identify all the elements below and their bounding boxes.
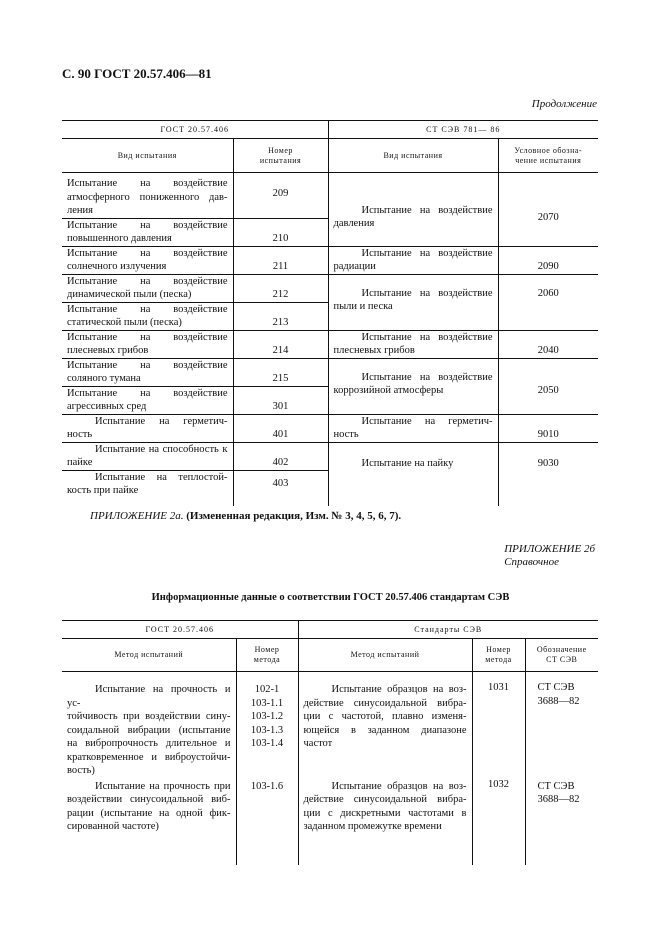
table1-left-test-name: Испытание на воздействие плесневых грибов <box>62 330 233 358</box>
table2-header-method-number-right: Номер метода <box>472 639 525 672</box>
continuation-label: Продолжение <box>531 98 597 110</box>
table1-right-test-name: Испытание на пайку <box>328 442 498 506</box>
table1-left-test-name: Испытание на способность к пайке <box>62 442 233 470</box>
table2-right-method: Испытание образцов на воз- действие синусоидальной вибра- ции с дискретными частотами в заданном промежутке времени <box>298 778 472 865</box>
table2-header-method-number: Номер метода <box>236 639 298 672</box>
table1-left-test-number: 214 <box>233 330 328 358</box>
table1-left-test-number: 210 <box>233 218 328 246</box>
methods-table <box>62 620 598 865</box>
table2-header-designation: Обозначение СТ СЭВ <box>525 639 598 672</box>
table1-left-test-number: 401 <box>233 414 328 442</box>
table1-header-designation: Условное обозна- чение испытания <box>498 139 598 173</box>
table2-left-method: Испытание на прочность и ус- тойчивость при воздействии сину- соидальной вибрации (испытание на вибропрочность длительное и кратковременное и виброустойчи- вость) <box>67 684 231 776</box>
correspondence-table <box>62 120 598 506</box>
appendix-note: ПРИЛОЖЕНИЕ 2а. (Измененная редакция, Изм. № 3, 4, 5, 6, 7). <box>90 510 402 522</box>
table1-group-gost: ГОСТ 20.57.406 <box>62 121 328 139</box>
table1-left-test-number: 403 <box>233 470 328 506</box>
table1-right-test-name: Испытание на воздействие радиации <box>328 246 498 274</box>
table2-designation: СТ СЭВ 3688—82 <box>525 672 598 778</box>
table2-header-method: Метод испытаний <box>62 639 236 672</box>
table1-left-test-number: 212 <box>233 274 328 302</box>
table1-right-test-name: Испытание на воздействие давления <box>328 173 498 247</box>
table2-left-method: Испытание на прочность при воздействии синусоидальной виб- рации (испытание на одной фик- сированной частоте) <box>67 780 231 832</box>
table1-right-designation: 2050 <box>498 358 598 414</box>
table1-right-designation: 2070 <box>498 173 598 247</box>
table1-left-test-name: Испытание на воздействие соляного тумана <box>62 358 233 386</box>
table1-left-test-name: Испытание на воздействие повышенного давления <box>62 218 233 246</box>
table1-left-test-name: Испытание на теплостой- кость при пайке <box>62 470 233 506</box>
table1-right-designation: 9030 <box>498 442 598 506</box>
table1-left-test-name: Испытание на герметич- ность <box>62 414 233 442</box>
table1-left-test-name: Испытание на воздействие атмосферного пониженного дав- ления <box>67 178 228 216</box>
table1-left-test-number: 402 <box>233 442 328 470</box>
table1-header-test-type-right: Вид испытания <box>328 139 498 173</box>
table1-right-designation: 2040 <box>498 330 598 358</box>
table1-left-test-number: 213 <box>233 302 328 330</box>
table2-designation: СТ СЭВ 3688—82 <box>525 778 598 865</box>
table1-right-test-name: Испытание на герметич- ность <box>328 414 498 442</box>
table1-left-test-number: 215 <box>233 358 328 386</box>
table2-group-gost: ГОСТ 20.57.406 <box>62 621 298 639</box>
table1-right-test-name: Испытание на воздействие плесневых грибов <box>328 330 498 358</box>
appendix-label: ПРИЛОЖЕНИЕ 2б Справочное <box>504 543 595 568</box>
table1-right-test-name: Испытание на воздействие пыли и песка <box>328 274 498 330</box>
info-title: Информационные данные о соответствии ГОСТ 20.57.406 стандартам СЭВ <box>151 592 510 603</box>
table1-right-designation: 2060 <box>498 274 598 330</box>
table1-right-designation: 2090 <box>498 246 598 274</box>
table1-left-test-number: 301 <box>233 386 328 414</box>
table1-header-test-number: Номер испытания <box>233 139 328 173</box>
table1-left-test-name: Испытание на воздействие солнечного излучения <box>62 246 233 274</box>
page-header: С. 90 ГОСТ 20.57.406—81 <box>62 66 212 81</box>
table1-left-test-name: Испытание на воздействие динамической пыли (песка) <box>62 274 233 302</box>
table1-left-test-number: 211 <box>233 246 328 274</box>
table2-right-method-number: 1031 <box>472 672 525 778</box>
table2-group-standards: Стандарты СЭВ <box>298 621 598 639</box>
table2-left-method-number: 102-1 103-1.1 103-1.2 103-1.3 103-1.4 <box>236 672 298 778</box>
table2-left-method-number: 103-1.6 <box>236 778 298 865</box>
table1-right-test-name: Испытание на воздействие коррозийной атмосферы <box>328 358 498 414</box>
table1-group-st-sev: СТ СЭВ 781— 86 <box>328 121 598 139</box>
table1-header-test-type: Вид испытания <box>62 139 233 173</box>
table1-left-test-name: Испытание на воздействие статической пыли (песка) <box>62 302 233 330</box>
table2-header-method-right: Метод испытаний <box>298 639 472 672</box>
table2-right-method-number: 1032 <box>472 778 525 865</box>
table1-left-test-number: 209 <box>233 173 328 219</box>
table1-left-test-name: Испытание на воздействие агрессивных сред <box>62 386 233 414</box>
table1-right-designation: 9010 <box>498 414 598 442</box>
table2-right-method: Испытание образцов на воз- действие синусоидальной вибра- ции с частотой, плавно изменя- ющейся в заданном диапазоне частот <box>298 672 472 778</box>
